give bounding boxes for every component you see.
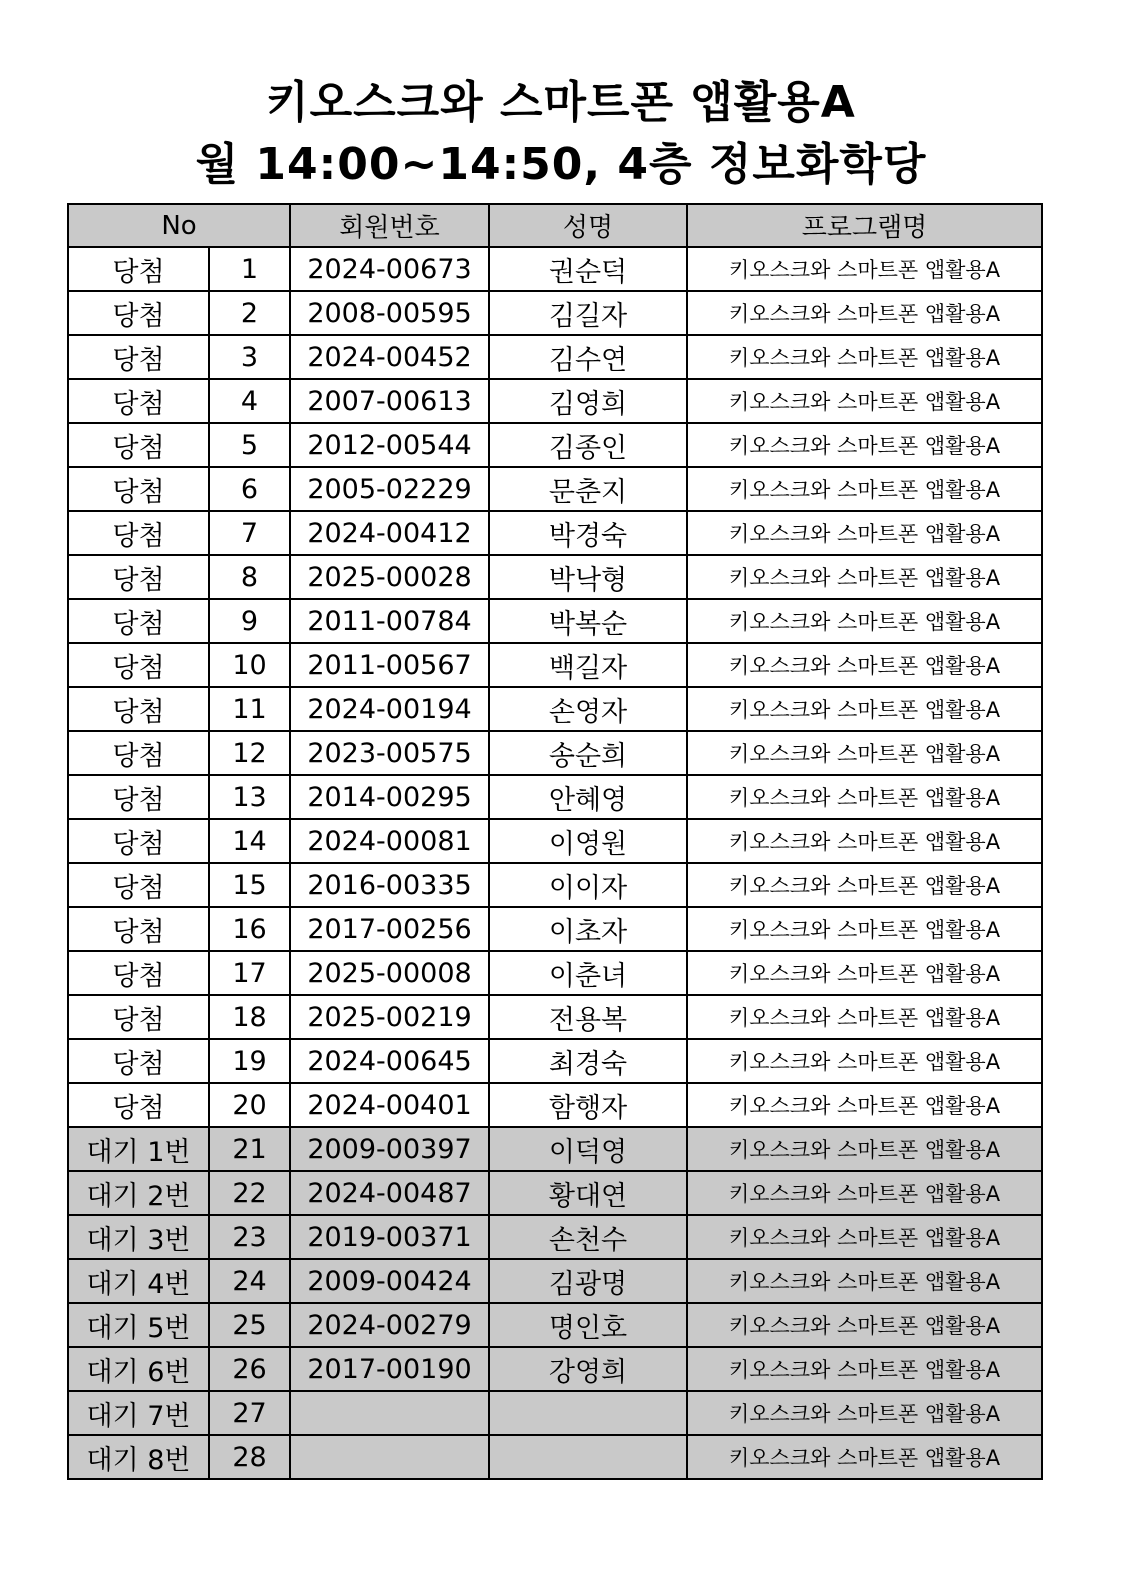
header-member-id: 회원번호: [290, 204, 489, 247]
cell-status: 당첨: [68, 731, 209, 775]
cell-status: 당첨: [68, 511, 209, 555]
cell-program: 키오스크와 스마트폰 앱활용A: [687, 1391, 1042, 1435]
cell-program: 키오스크와 스마트폰 앱활용A: [687, 687, 1042, 731]
cell-no: 12: [209, 731, 290, 775]
cell-member-id: 2024-00673: [290, 247, 489, 291]
cell-program: 키오스크와 스마트폰 앱활용A: [687, 379, 1042, 423]
cell-program: 키오스크와 스마트폰 앱활용A: [687, 599, 1042, 643]
cell-program: 키오스크와 스마트폰 앱활용A: [687, 467, 1042, 511]
cell-member-id: 2014-00295: [290, 775, 489, 819]
cell-program: 키오스크와 스마트폰 앱활용A: [687, 1171, 1042, 1215]
cell-program: 키오스크와 스마트폰 앱활용A: [687, 951, 1042, 995]
cell-name: 송순희: [489, 731, 687, 775]
table-row: [68, 511, 1042, 555]
table-row: [68, 1127, 1042, 1171]
cell-program: 키오스크와 스마트폰 앱활용A: [687, 291, 1042, 335]
table-row: [68, 467, 1042, 511]
cell-name: 김광명: [489, 1259, 687, 1303]
table-row: [68, 1391, 1042, 1435]
cell-program: 키오스크와 스마트폰 앱활용A: [687, 1083, 1042, 1127]
cell-program: 키오스크와 스마트폰 앱활용A: [687, 423, 1042, 467]
cell-no: 14: [209, 819, 290, 863]
cell-status: 대기 8번: [68, 1435, 209, 1479]
cell-member-id: [290, 1435, 489, 1479]
table-row: [68, 819, 1042, 863]
cell-member-id: 2009-00397: [290, 1127, 489, 1171]
cell-member-id: 2025-00219: [290, 995, 489, 1039]
cell-status: 대기 2번: [68, 1171, 209, 1215]
cell-member-id: 2009-00424: [290, 1259, 489, 1303]
table-row: [68, 379, 1042, 423]
cell-member-id: 2025-00008: [290, 951, 489, 995]
cell-member-id: 2023-00575: [290, 731, 489, 775]
cell-member-id: 2007-00613: [290, 379, 489, 423]
cell-status: 당첨: [68, 379, 209, 423]
cell-status: 당첨: [68, 555, 209, 599]
cell-name: 손천수: [489, 1215, 687, 1259]
document-title: [0, 72, 1122, 196]
table-row: [68, 555, 1042, 599]
cell-no: 21: [209, 1127, 290, 1171]
cell-no: 2: [209, 291, 290, 335]
cell-member-id: 2024-00279: [290, 1303, 489, 1347]
cell-status: 당첨: [68, 467, 209, 511]
table-row: [68, 247, 1042, 291]
cell-no: 19: [209, 1039, 290, 1083]
roster-table: [67, 203, 1043, 1480]
cell-status: 당첨: [68, 1039, 209, 1083]
table-row: [68, 1259, 1042, 1303]
cell-name: 강영희: [489, 1347, 687, 1391]
table-row: [68, 1039, 1042, 1083]
cell-no: 18: [209, 995, 290, 1039]
cell-no: 17: [209, 951, 290, 995]
cell-status: 당첨: [68, 775, 209, 819]
cell-status: 당첨: [68, 247, 209, 291]
cell-name: 명인호: [489, 1303, 687, 1347]
cell-name: 박복순: [489, 599, 687, 643]
table-row: [68, 907, 1042, 951]
cell-program: 키오스크와 스마트폰 앱활용A: [687, 1215, 1042, 1259]
cell-no: 7: [209, 511, 290, 555]
cell-no: 22: [209, 1171, 290, 1215]
cell-no: 27: [209, 1391, 290, 1435]
cell-name: 안혜영: [489, 775, 687, 819]
header-name: 성명: [489, 204, 687, 247]
cell-no: 23: [209, 1215, 290, 1259]
table-row: [68, 1171, 1042, 1215]
table-row: [68, 995, 1042, 1039]
cell-program: 키오스크와 스마트폰 앱활용A: [687, 731, 1042, 775]
cell-member-id: 2024-00081: [290, 819, 489, 863]
cell-status: 당첨: [68, 599, 209, 643]
cell-member-id: 2011-00784: [290, 599, 489, 643]
table-row: [68, 687, 1042, 731]
cell-no: 10: [209, 643, 290, 687]
cell-status: 당첨: [68, 951, 209, 995]
table-row: [68, 643, 1042, 687]
cell-name: 최경숙: [489, 1039, 687, 1083]
cell-member-id: 2024-00412: [290, 511, 489, 555]
cell-program: 키오스크와 스마트폰 앱활용A: [687, 1303, 1042, 1347]
cell-status: 당첨: [68, 423, 209, 467]
cell-name: [489, 1435, 687, 1479]
cell-member-id: 2024-00194: [290, 687, 489, 731]
cell-program: 키오스크와 스마트폰 앱활용A: [687, 1259, 1042, 1303]
cell-no: 6: [209, 467, 290, 511]
cell-status: 당첨: [68, 819, 209, 863]
cell-name: 김종인: [489, 423, 687, 467]
schedule-location: 월 14:00~14:50, 4층 정보화학당: [195, 139, 927, 190]
cell-status: 대기 5번: [68, 1303, 209, 1347]
cell-program: 키오스크와 스마트폰 앱활용A: [687, 863, 1042, 907]
table-row: [68, 1435, 1042, 1479]
cell-program: 키오스크와 스마트폰 앱활용A: [687, 775, 1042, 819]
cell-name: 이덕영: [489, 1127, 687, 1171]
cell-no: 16: [209, 907, 290, 951]
cell-program: 키오스크와 스마트폰 앱활용A: [687, 995, 1042, 1039]
cell-program: 키오스크와 스마트폰 앱활용A: [687, 1435, 1042, 1479]
table-row: [68, 1347, 1042, 1391]
cell-status: 당첨: [68, 863, 209, 907]
table-row: [68, 951, 1042, 995]
cell-no: 4: [209, 379, 290, 423]
cell-no: 9: [209, 599, 290, 643]
table-row: [68, 335, 1042, 379]
cell-status: 당첨: [68, 335, 209, 379]
header-program: 프로그램명: [687, 204, 1042, 247]
cell-member-id: 2005-02229: [290, 467, 489, 511]
cell-status: 대기 3번: [68, 1215, 209, 1259]
cell-status: 대기 6번: [68, 1347, 209, 1391]
table-row: [68, 599, 1042, 643]
cell-program: 키오스크와 스마트폰 앱활용A: [687, 819, 1042, 863]
cell-member-id: 2017-00190: [290, 1347, 489, 1391]
program-title: 키오스크와 스마트폰 앱활용A: [266, 77, 856, 128]
cell-program: 키오스크와 스마트폰 앱활용A: [687, 1039, 1042, 1083]
table-row: [68, 731, 1042, 775]
cell-member-id: [290, 1391, 489, 1435]
cell-name: 김영희: [489, 379, 687, 423]
cell-name: 이초자: [489, 907, 687, 951]
cell-name: 김수연: [489, 335, 687, 379]
cell-name: 손영자: [489, 687, 687, 731]
cell-no: 8: [209, 555, 290, 599]
cell-member-id: 2024-00487: [290, 1171, 489, 1215]
cell-status: 당첨: [68, 643, 209, 687]
table-row: [68, 1215, 1042, 1259]
cell-member-id: 2025-00028: [290, 555, 489, 599]
cell-no: 13: [209, 775, 290, 819]
cell-name: 이춘녀: [489, 951, 687, 995]
table-row: [68, 291, 1042, 335]
cell-program: 키오스크와 스마트폰 앱활용A: [687, 555, 1042, 599]
cell-member-id: 2024-00645: [290, 1039, 489, 1083]
cell-program: 키오스크와 스마트폰 앱활용A: [687, 511, 1042, 555]
cell-name: 이영원: [489, 819, 687, 863]
cell-name: 함행자: [489, 1083, 687, 1127]
cell-member-id: 2008-00595: [290, 291, 489, 335]
cell-status: 대기 4번: [68, 1259, 209, 1303]
cell-status: 당첨: [68, 995, 209, 1039]
cell-member-id: 2016-00335: [290, 863, 489, 907]
cell-status: 당첨: [68, 687, 209, 731]
cell-member-id: 2011-00567: [290, 643, 489, 687]
cell-no: 1: [209, 247, 290, 291]
cell-program: 키오스크와 스마트폰 앱활용A: [687, 1127, 1042, 1171]
cell-no: 28: [209, 1435, 290, 1479]
cell-status: 대기 7번: [68, 1391, 209, 1435]
cell-no: 5: [209, 423, 290, 467]
cell-no: 15: [209, 863, 290, 907]
table-row: [68, 423, 1042, 467]
cell-program: 키오스크와 스마트폰 앱활용A: [687, 643, 1042, 687]
cell-member-id: 2024-00401: [290, 1083, 489, 1127]
cell-status: 당첨: [68, 291, 209, 335]
cell-no: 26: [209, 1347, 290, 1391]
cell-name: 권순덕: [489, 247, 687, 291]
cell-no: 3: [209, 335, 290, 379]
cell-program: 키오스크와 스마트폰 앱활용A: [687, 247, 1042, 291]
cell-name: 황대연: [489, 1171, 687, 1215]
cell-no: 25: [209, 1303, 290, 1347]
cell-member-id: 2019-00371: [290, 1215, 489, 1259]
table-row: [68, 863, 1042, 907]
table-row: [68, 1083, 1042, 1127]
cell-name: 박경숙: [489, 511, 687, 555]
cell-program: 키오스크와 스마트폰 앱활용A: [687, 907, 1042, 951]
cell-program: 키오스크와 스마트폰 앱활용A: [687, 335, 1042, 379]
cell-name: 김길자: [489, 291, 687, 335]
cell-name: 이이자: [489, 863, 687, 907]
table-row: [68, 1303, 1042, 1347]
cell-name: 박낙형: [489, 555, 687, 599]
header-row: [68, 204, 1042, 247]
cell-no: 20: [209, 1083, 290, 1127]
cell-member-id: 2012-00544: [290, 423, 489, 467]
cell-no: 11: [209, 687, 290, 731]
cell-name: 문춘지: [489, 467, 687, 511]
cell-status: 당첨: [68, 1083, 209, 1127]
roster-body: [68, 247, 1042, 1479]
cell-name: [489, 1391, 687, 1435]
header-no: No: [68, 204, 290, 247]
cell-no: 24: [209, 1259, 290, 1303]
table-row: [68, 775, 1042, 819]
cell-name: 전용복: [489, 995, 687, 1039]
cell-name: 백길자: [489, 643, 687, 687]
cell-program: 키오스크와 스마트폰 앱활용A: [687, 1347, 1042, 1391]
cell-status: 대기 1번: [68, 1127, 209, 1171]
cell-member-id: 2024-00452: [290, 335, 489, 379]
cell-member-id: 2017-00256: [290, 907, 489, 951]
cell-status: 당첨: [68, 907, 209, 951]
